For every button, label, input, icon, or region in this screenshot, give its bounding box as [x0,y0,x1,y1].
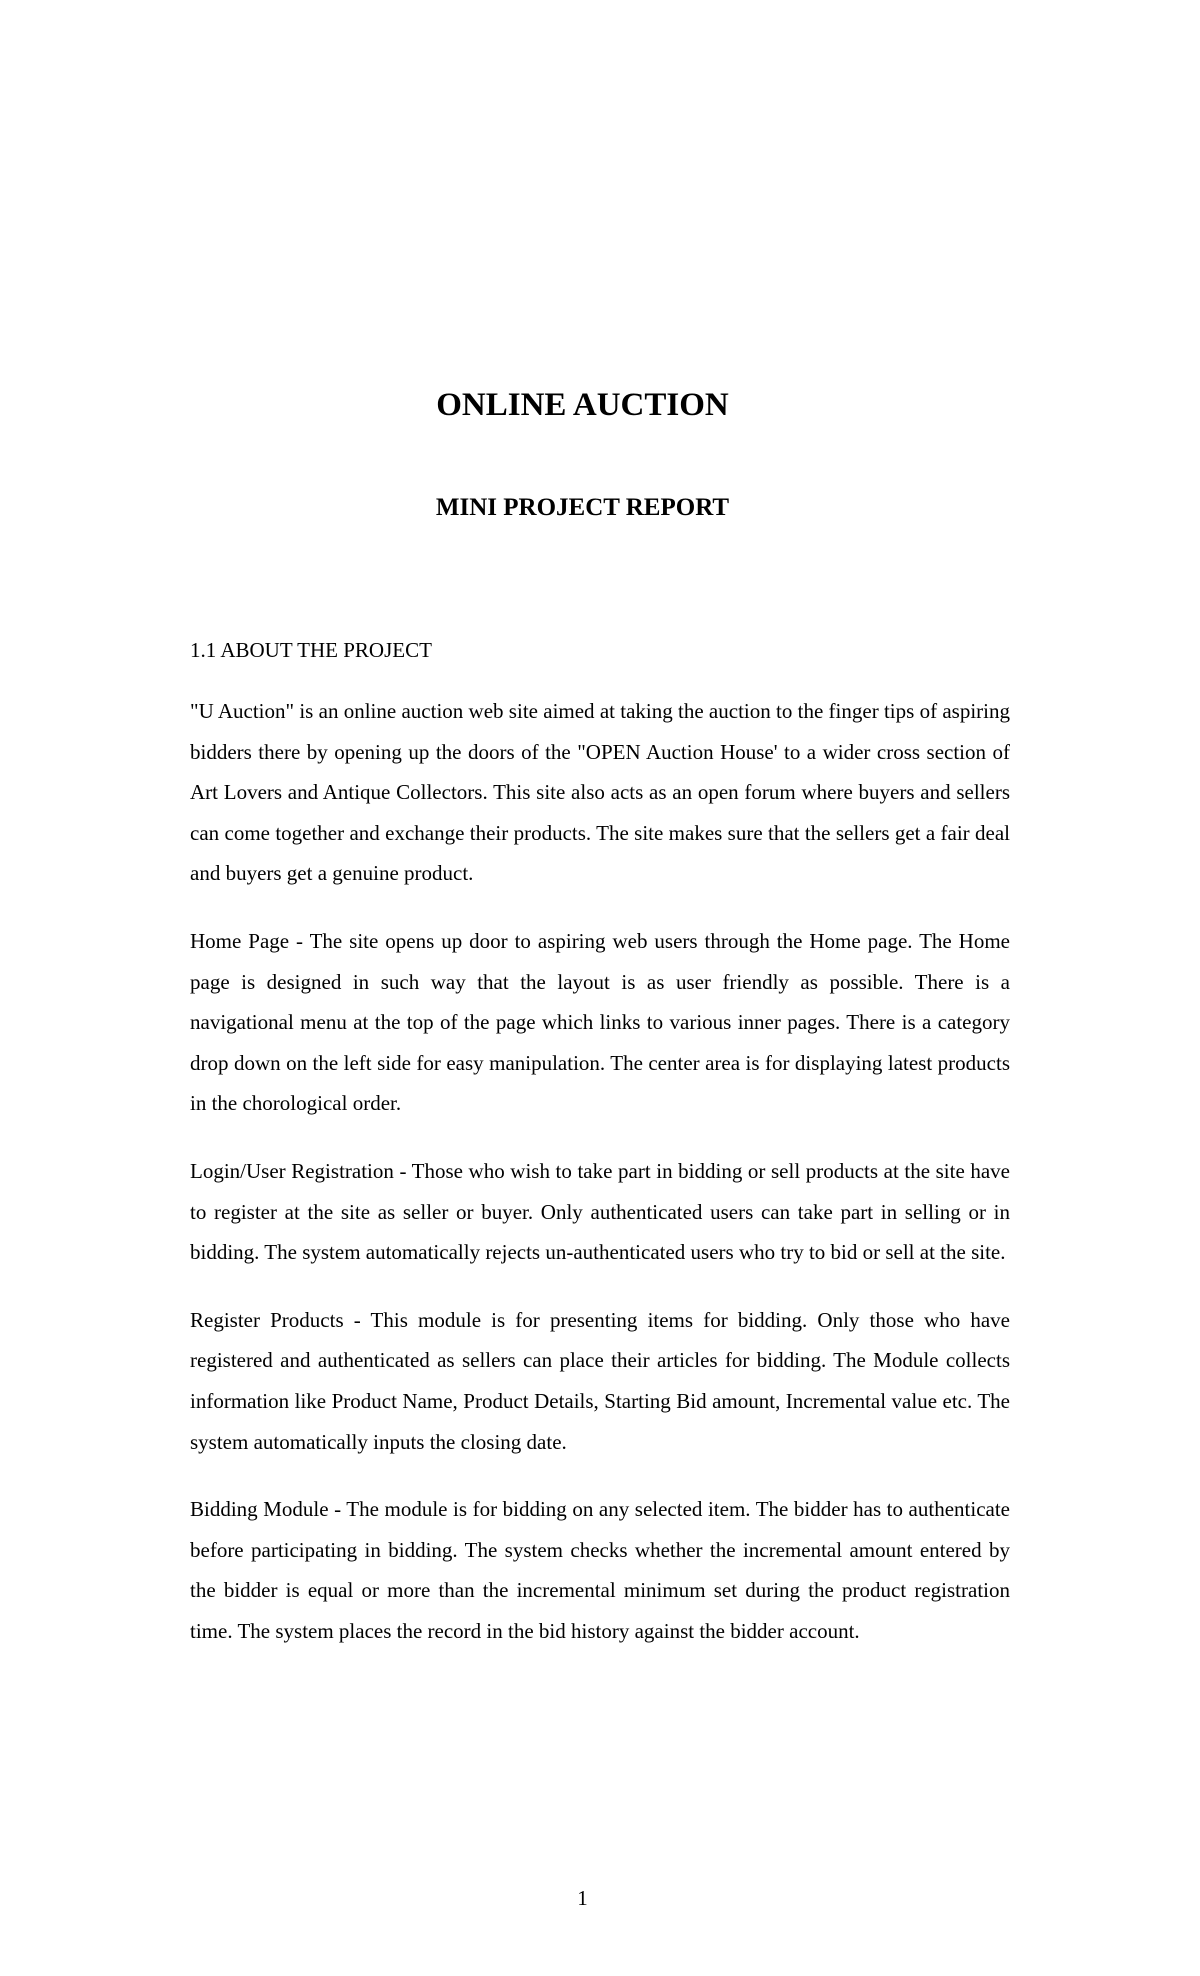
document-title: ONLINE AUCTION [436,387,729,423]
document-body [190,636,1010,1678]
paragraph-register-products: Register Products - This module is for presenting items for bidding. Only those who have registered and authenticated as sellers can place their articles for bidding. The Module collects information like Product Name, Product Details, Starting Bid amount, Incremental value etc. The system automatically inputs the closing date. [190,1307,1010,1454]
document-subtitle: MINI PROJECT REPORT [435,494,730,521]
paragraph-bidding-module: Bidding Module - The module is for bidding on any selected item. The bidder has to authenticate before participating in bidding. The system checks whether the incremental amount entered by the bidder is equal or more than the incremental minimum set during the product registration time. The system places the record in the bid history against the bidder account. [190,1497,1010,1643]
paragraph-login-registration: Login/User Registration - Those who wish to take part in bidding or sell products at the site have to register at the site as seller or buyer. Only authenticated users can take part in selling or in bidding. The system automatically rejects un-authenticated users who try to bid or sell at the site. [190,1158,1010,1265]
section-heading: 1.1 ABOUT THE PROJECT [190,638,432,662]
page-number: 1 [577,1886,588,1910]
paragraph-intro: "U Auction" is an online auction web site aimed at taking the auction to the finger tips of aspiring bidders there by opening up the doors of the "OPEN Auction House' to a wider cross section of Art Lovers and Antique Collectors. This site also acts as an open forum where buyers and sellers can come together and exchange their products. The site makes sure that the sellers get a fair deal and buyers get a genuine product. [190,699,1010,886]
paragraph-home-page: Home Page - The site opens up door to aspiring web users through the Home page. The Home page is designed in such way that the layout is as user friendly as possible. There is a navigational menu at the top of the page which links to various inner pages. There is a category drop down on the left side for easy manipulation. The center area is for displaying latest products in the chorological order. [190,928,1010,1116]
